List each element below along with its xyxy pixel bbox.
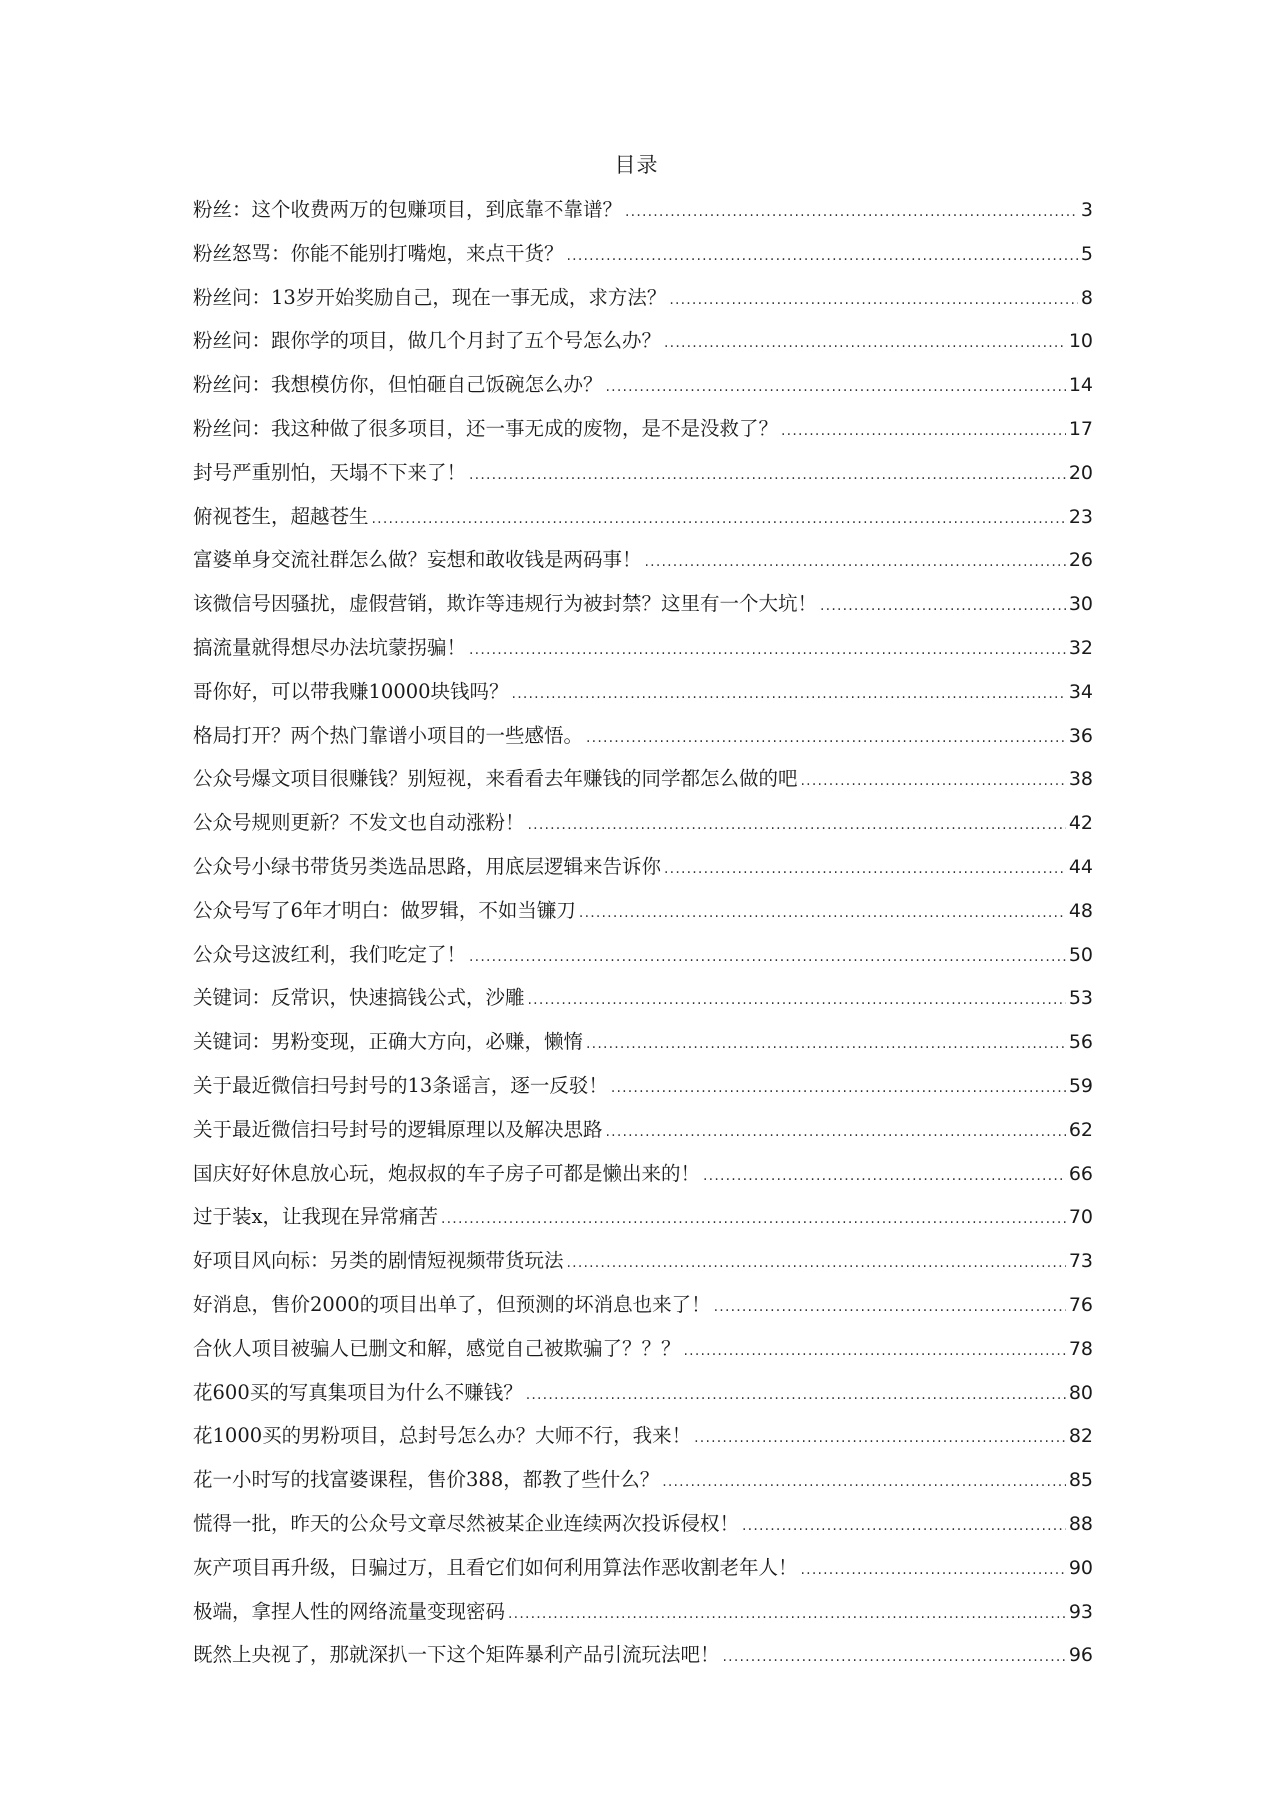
toc-entry-title: 公众号这波红利，我们吃定了！ bbox=[193, 942, 467, 966]
toc-entry[interactable] bbox=[193, 1509, 1093, 1553]
toc-entry[interactable] bbox=[193, 1115, 1093, 1159]
toc-page-number: 44 bbox=[1068, 855, 1093, 878]
toc-entry-title: 国庆好好休息放心玩，炮叔叔的车子房子可都是懒出来的！ bbox=[193, 1161, 701, 1185]
toc-entry-title: 公众号爆文项目很赚钱？别短视，来看看去年赚钱的同学都怎么做的吧 bbox=[193, 767, 798, 791]
toc-page-number: 17 bbox=[1068, 417, 1093, 440]
toc-page-number: 14 bbox=[1068, 374, 1093, 397]
toc-entry-title: 合伙人项目被骗人已删文和解，感觉自己被欺骗了？？？ bbox=[193, 1336, 681, 1360]
toc-entry[interactable] bbox=[193, 458, 1093, 502]
toc-entry[interactable] bbox=[193, 1246, 1093, 1290]
toc-page-number: 20 bbox=[1068, 461, 1093, 484]
toc-entry-title: 花1000买的男粉项目，总封号怎么办？大师不行，我来！ bbox=[193, 1424, 692, 1448]
toc-entry-title: 关于最近微信扫号封号的13条谣言，逐一反驳！ bbox=[193, 1073, 608, 1097]
toc-entry[interactable] bbox=[193, 896, 1093, 940]
toc-entry[interactable] bbox=[193, 721, 1093, 765]
toc-entry[interactable] bbox=[193, 677, 1093, 721]
toc-dot-leader bbox=[611, 1073, 1066, 1103]
toc-page-number: 36 bbox=[1068, 724, 1093, 747]
toc-dot-leader bbox=[801, 766, 1066, 796]
toc-page-number: 42 bbox=[1068, 812, 1093, 835]
toc-entry[interactable] bbox=[193, 1421, 1093, 1465]
toc-page-number: 88 bbox=[1068, 1512, 1093, 1535]
toc-page-number: 30 bbox=[1068, 593, 1093, 616]
toc-entry-title: 公众号小绿书带货另类选品思路，用底层逻辑来告诉你 bbox=[193, 854, 662, 878]
toc-page-number: 73 bbox=[1068, 1250, 1093, 1273]
toc-entry[interactable] bbox=[193, 589, 1093, 633]
toc-dot-leader bbox=[664, 328, 1066, 358]
toc-page-number: 66 bbox=[1068, 1162, 1093, 1185]
toc-dot-leader bbox=[664, 854, 1066, 884]
toc-entry[interactable] bbox=[193, 1202, 1093, 1246]
toc-entry[interactable] bbox=[193, 983, 1093, 1027]
toc-entry-title: 好项目风向标：另类的剧情短视频带货玩法 bbox=[193, 1249, 564, 1273]
toc-page-number: 50 bbox=[1068, 943, 1093, 966]
toc-entry[interactable] bbox=[193, 1159, 1093, 1203]
toc-entry-title: 粉丝怒骂：你能不能别打嘴炮，来点干货？ bbox=[193, 241, 564, 265]
toc-dot-leader bbox=[723, 1642, 1066, 1672]
toc-dot-leader bbox=[567, 1248, 1066, 1278]
toc-entry-title: 搞流量就得想尽办法坑蒙拐骗！ bbox=[193, 635, 467, 659]
toc-dot-leader bbox=[669, 285, 1078, 315]
toc-page-number: 59 bbox=[1068, 1074, 1093, 1097]
toc-entry-title: 极端，拿捏人性的网络流量变现密码 bbox=[193, 1599, 506, 1623]
toc-entry-title: 花600买的写真集项目为什么不赚钱？ bbox=[193, 1380, 523, 1404]
toc-entry[interactable] bbox=[193, 1071, 1093, 1115]
toc-entry[interactable] bbox=[193, 1378, 1093, 1422]
toc-entry-title: 关于最近微信扫号封号的逻辑原理以及解决思路 bbox=[193, 1117, 603, 1141]
toc-dot-leader bbox=[662, 1467, 1066, 1497]
toc-entry[interactable] bbox=[193, 1334, 1093, 1378]
toc-dot-leader bbox=[625, 197, 1078, 227]
toc-entry[interactable] bbox=[193, 808, 1093, 852]
toc-entry-title: 富婆单身交流社群怎么做？妄想和敢收钱是两码事！ bbox=[193, 548, 642, 572]
toc-dot-leader bbox=[606, 372, 1066, 402]
toc-dot-leader bbox=[781, 416, 1066, 446]
toc-entry[interactable] bbox=[193, 1027, 1093, 1071]
toc-entry-title: 好消息，售价2000的项目出单了，但预测的坏消息也来了！ bbox=[193, 1292, 711, 1316]
toc-page-number: 34 bbox=[1068, 680, 1093, 703]
toc-entry[interactable] bbox=[193, 1553, 1093, 1597]
toc-dot-leader bbox=[372, 504, 1066, 534]
toc-page-number: 90 bbox=[1068, 1556, 1093, 1579]
toc-page-number: 32 bbox=[1068, 636, 1093, 659]
toc-dot-leader bbox=[528, 810, 1066, 840]
toc-entry-title: 既然上央视了，那就深扒一下这个矩阵暴利产品引流玩法吧！ bbox=[193, 1643, 720, 1667]
toc-dot-leader bbox=[606, 1117, 1066, 1147]
toc-entry[interactable] bbox=[193, 1465, 1093, 1509]
toc-entry-title: 关键词：男粉变现，正确大方向，必赚，懒惰 bbox=[193, 1030, 584, 1054]
toc-entry-title: 公众号写了6年才明白：做罗辑，不如当镰刀 bbox=[193, 898, 576, 922]
toc-entry[interactable] bbox=[193, 195, 1093, 239]
toc-entry-title: 封号严重别怕，天塌不下来了！ bbox=[193, 460, 467, 484]
toc-dot-leader bbox=[567, 241, 1078, 271]
toc-dot-leader bbox=[579, 898, 1066, 928]
toc-dot-leader bbox=[469, 460, 1066, 490]
toc-dot-leader bbox=[684, 1336, 1066, 1366]
toc-entry[interactable] bbox=[193, 414, 1093, 458]
toc-dot-leader bbox=[714, 1292, 1066, 1322]
toc-dot-leader bbox=[801, 1555, 1066, 1585]
toc-entry-title: 花一小时写的找富婆课程，售价388，都教了些什么？ bbox=[193, 1468, 660, 1492]
toc-entry-title: 公众号规则更新？不发文也自动涨粉！ bbox=[193, 811, 525, 835]
toc-page-number: 26 bbox=[1068, 549, 1093, 572]
toc-entry-title: 俯视苍生，超越苍生 bbox=[193, 504, 369, 528]
toc-page-number: 48 bbox=[1068, 899, 1093, 922]
toc-dot-leader bbox=[694, 1423, 1066, 1453]
toc-title: 目录 bbox=[614, 153, 659, 177]
toc-entry[interactable] bbox=[193, 283, 1093, 327]
toc-entry[interactable] bbox=[193, 502, 1093, 546]
toc-page-number: 70 bbox=[1068, 1206, 1093, 1229]
toc-page-number: 62 bbox=[1068, 1118, 1093, 1141]
toc-dot-leader bbox=[742, 1511, 1066, 1541]
toc-entry[interactable] bbox=[193, 852, 1093, 896]
toc-entry[interactable] bbox=[193, 1640, 1093, 1684]
toc-dot-leader bbox=[441, 1204, 1066, 1234]
toc-dot-leader bbox=[469, 942, 1066, 972]
toc-dot-leader bbox=[586, 723, 1066, 753]
toc-page-number: 80 bbox=[1068, 1381, 1093, 1404]
toc-page-number: 8 bbox=[1080, 286, 1093, 309]
toc-entry[interactable] bbox=[193, 633, 1093, 677]
toc-page-number: 23 bbox=[1068, 505, 1093, 528]
toc-dot-leader bbox=[512, 679, 1066, 709]
toc-page-number: 10 bbox=[1068, 330, 1093, 353]
toc-page-number: 85 bbox=[1068, 1469, 1093, 1492]
toc-entry-title: 关键词：反常识，快速搞钱公式，沙雕 bbox=[193, 986, 525, 1010]
toc-entry-title: 该微信号因骚扰，虚假营销，欺诈等违规行为被封禁？这里有一个大坑！ bbox=[193, 592, 818, 616]
toc-entry-title: 粉丝问：我想模仿你，但怕砸自己饭碗怎么办？ bbox=[193, 373, 603, 397]
toc-entry[interactable] bbox=[193, 545, 1093, 589]
toc-dot-leader bbox=[645, 547, 1066, 577]
toc-dot-leader bbox=[469, 635, 1066, 665]
toc-entry[interactable] bbox=[193, 764, 1093, 808]
toc-page-number: 78 bbox=[1068, 1337, 1093, 1360]
toc-dot-leader bbox=[526, 1380, 1066, 1410]
toc-page-number: 76 bbox=[1068, 1293, 1093, 1316]
toc-page-number: 56 bbox=[1068, 1031, 1093, 1054]
toc-page-number: 96 bbox=[1068, 1644, 1093, 1667]
toc-page-number: 5 bbox=[1080, 242, 1093, 265]
toc-entry[interactable] bbox=[193, 1290, 1093, 1334]
toc-entry[interactable] bbox=[193, 370, 1093, 414]
toc-entry-title: 格局打开？两个热门靠谱小项目的一些感悟。 bbox=[193, 723, 584, 747]
toc-entry[interactable] bbox=[193, 239, 1093, 283]
toc-entry-title: 粉丝问：我这种做了很多项目，还一事无成的废物，是不是没救了？ bbox=[193, 416, 779, 440]
toc-dot-leader bbox=[586, 1029, 1066, 1059]
toc-page-number: 82 bbox=[1068, 1425, 1093, 1448]
toc-list bbox=[193, 195, 1093, 1684]
toc-dot-leader bbox=[528, 985, 1066, 1015]
toc-page-number: 53 bbox=[1068, 987, 1093, 1010]
toc-entry-title: 粉丝问：跟你学的项目，做几个月封了五个号怎么办？ bbox=[193, 329, 662, 353]
toc-entry-title: 粉丝：这个收费两万的包赚项目，到底靠不靠谱？ bbox=[193, 198, 623, 221]
toc-page-number: 93 bbox=[1068, 1600, 1093, 1623]
toc-dot-leader bbox=[703, 1161, 1066, 1191]
toc-entry-title: 过于装x，让我现在异常痛苦 bbox=[193, 1205, 438, 1229]
toc-page-number: 38 bbox=[1068, 768, 1093, 791]
toc-dot-leader bbox=[820, 591, 1066, 621]
toc-entry[interactable] bbox=[193, 326, 1093, 370]
toc-entry-title: 灰产项目再升级，日骗过万，且看它们如何利用算法作恶收割老年人！ bbox=[193, 1555, 798, 1579]
toc-entry[interactable] bbox=[193, 1597, 1093, 1641]
toc-entry-title: 慌得一批，昨天的公众号文章尽然被某企业连续两次投诉侵权！ bbox=[193, 1511, 740, 1535]
toc-dot-leader bbox=[508, 1599, 1066, 1629]
toc-entry[interactable] bbox=[193, 940, 1093, 984]
toc-page-number: 3 bbox=[1080, 199, 1093, 221]
toc-entry-title: 哥你好，可以带我赚10000块钱吗？ bbox=[193, 679, 509, 703]
toc-entry-title: 粉丝问：13岁开始奖励自己，现在一事无成，求方法？ bbox=[193, 285, 667, 309]
